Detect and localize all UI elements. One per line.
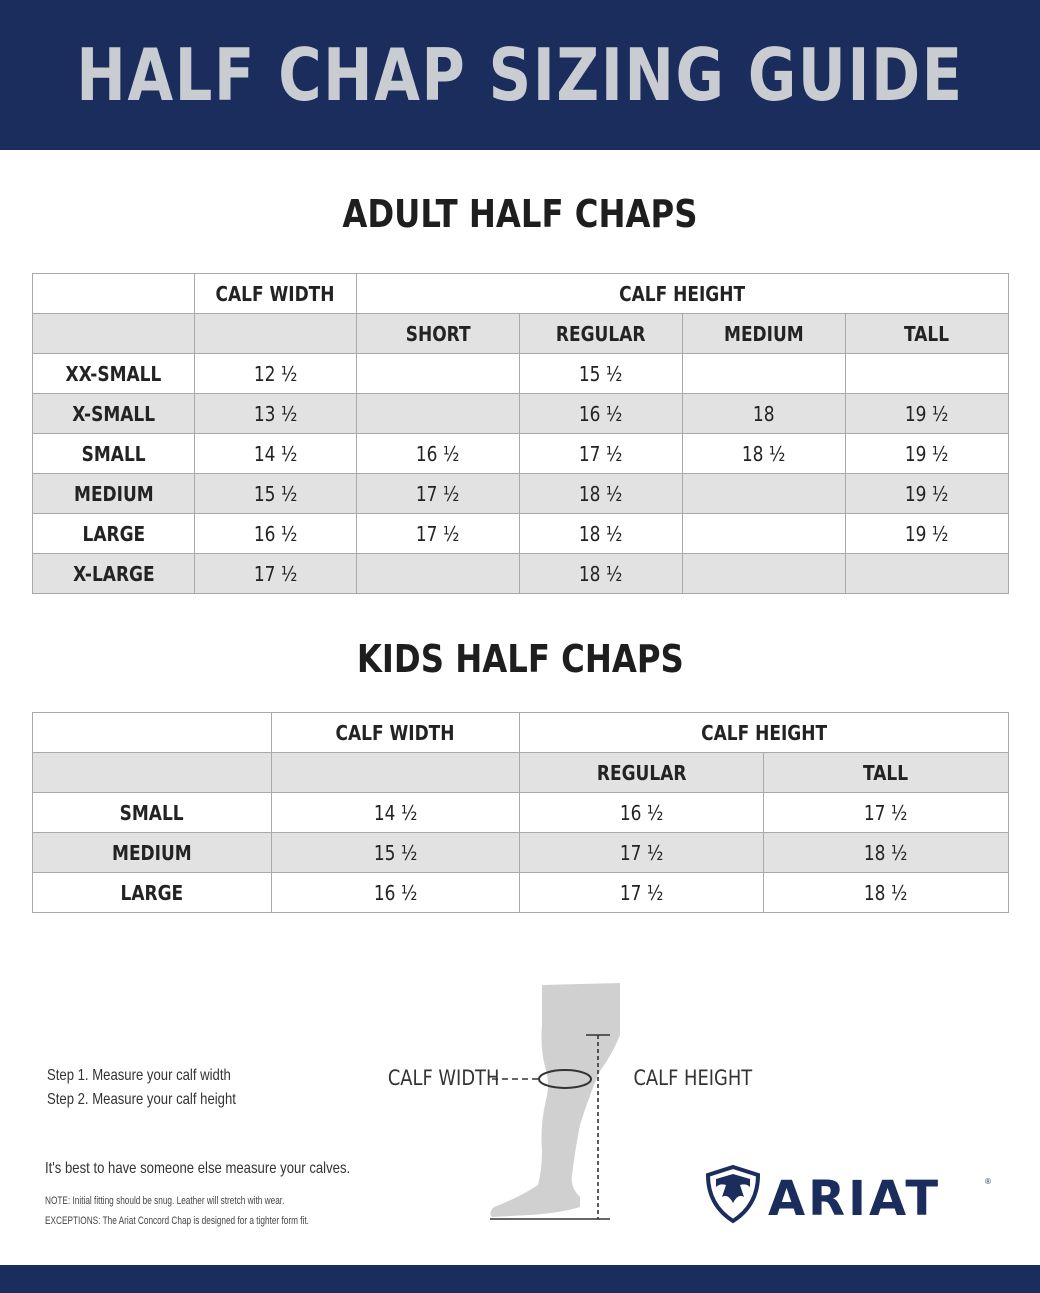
adult-calf-height-header: CALF HEIGHT: [357, 274, 1009, 314]
table-row: [33, 833, 1009, 873]
fine-print: [45, 1191, 397, 1231]
table-row: [33, 394, 1009, 434]
calf-width-value: 16 ½: [272, 873, 520, 913]
regular-value: 15 ½: [520, 354, 683, 394]
diagram-calf-width-label: CALF WIDTH: [387, 1066, 500, 1090]
tall-value: [846, 354, 1009, 394]
table-row: [33, 873, 1009, 913]
kids-calf-width-header: CALF WIDTH: [272, 713, 520, 753]
ariat-brand: [702, 1163, 1002, 1233]
short-value: 17 ½: [357, 514, 520, 554]
kids-subheader-blank: [272, 753, 520, 793]
medium-value: [683, 554, 846, 594]
short-value: 17 ½: [357, 474, 520, 514]
regular-value: 18 ½: [520, 514, 683, 554]
regular-value: 17 ½: [520, 833, 764, 873]
size-label: X-LARGE: [33, 554, 195, 594]
tall-value: [846, 554, 1009, 594]
step-1-text: Step 1. Measure your calf width: [47, 1067, 231, 1084]
adult-size-table: [32, 273, 1009, 594]
exceptions-text: EXCEPTIONS: The Ariat Concord Chap is designed for a tighter form fit.: [45, 1215, 309, 1227]
diagram-calf-height-label: CALF HEIGHT: [633, 1066, 753, 1090]
medium-value: [683, 354, 846, 394]
short-value: [357, 394, 520, 434]
medium-value: [683, 514, 846, 554]
adult-col-medium: MEDIUM: [683, 314, 846, 354]
brand-name: ARIAT: [768, 1171, 942, 1227]
kids-header-row: [33, 713, 1009, 753]
calf-width-value: 14 ½: [272, 793, 520, 833]
calf-width-value: 13 ½: [195, 394, 357, 434]
size-label: LARGE: [33, 873, 272, 913]
step-2-text: Step 2. Measure your calf height: [47, 1091, 236, 1108]
adult-subheader-blank: [33, 314, 195, 354]
regular-value: 16 ½: [520, 793, 764, 833]
calf-width-value: 15 ½: [272, 833, 520, 873]
kids-title-text: KIDS HALF CHAPS: [356, 637, 684, 681]
leg-silhouette-icon: [480, 975, 630, 1235]
size-label: SMALL: [33, 434, 195, 474]
size-label: MEDIUM: [33, 474, 195, 514]
footer-band: [0, 1265, 1040, 1293]
table-row: [33, 793, 1009, 833]
kids-section-title: [0, 637, 1040, 681]
table-row: [33, 354, 1009, 394]
kids-size-table: [32, 712, 1009, 913]
adult-section-title: [0, 192, 1040, 236]
adult-corner-cell: [33, 274, 195, 314]
adult-subheader-blank: [195, 314, 357, 354]
tall-value: 19 ½: [846, 514, 1009, 554]
tall-value: 18 ½: [764, 833, 1009, 873]
adult-subheader-row: [33, 314, 1009, 354]
medium-value: 18 ½: [683, 434, 846, 474]
short-value: 16 ½: [357, 434, 520, 474]
tall-value: 17 ½: [764, 793, 1009, 833]
header-band: [0, 0, 1040, 150]
calf-width-value: 15 ½: [195, 474, 357, 514]
kids-corner-cell: [33, 713, 272, 753]
short-value: [357, 554, 520, 594]
size-label: X-SMALL: [33, 394, 195, 434]
size-label: MEDIUM: [33, 833, 272, 873]
registered-mark: ®: [985, 1177, 991, 1186]
kids-subheader-blank: [33, 753, 272, 793]
short-value: [357, 354, 520, 394]
adult-title-text: ADULT HALF CHAPS: [342, 192, 698, 236]
tall-value: 19 ½: [846, 474, 1009, 514]
adult-col-regular: REGULAR: [520, 314, 683, 354]
kids-col-regular: REGULAR: [520, 753, 764, 793]
regular-value: 18 ½: [520, 474, 683, 514]
size-label: LARGE: [33, 514, 195, 554]
size-label: XX-SMALL: [33, 354, 195, 394]
note-text: NOTE: Initial fitting should be snug. Leather will stretch with wear.: [45, 1195, 285, 1207]
calf-width-value: 17 ½: [195, 554, 357, 594]
tall-value: 19 ½: [846, 434, 1009, 474]
calf-width-value: 16 ½: [195, 514, 357, 554]
kids-subheader-row: [33, 753, 1009, 793]
table-row: [33, 514, 1009, 554]
table-row: [33, 434, 1009, 474]
adult-calf-width-header: CALF WIDTH: [195, 274, 357, 314]
calf-width-value: 12 ½: [195, 354, 357, 394]
page-title: HALF CHAP SIZING GUIDE: [76, 33, 964, 117]
calf-width-value: 14 ½: [195, 434, 357, 474]
table-row: [33, 554, 1009, 594]
medium-value: 18: [683, 394, 846, 434]
size-label: SMALL: [33, 793, 272, 833]
regular-value: 17 ½: [520, 873, 764, 913]
kids-col-tall: TALL: [764, 753, 1009, 793]
ariat-horse-shield-logo-icon: [702, 1163, 764, 1225]
regular-value: 16 ½: [520, 394, 683, 434]
adult-col-tall: TALL: [846, 314, 1009, 354]
measure-advice: It's best to have someone else measure your calves.: [45, 1160, 351, 1177]
medium-value: [683, 474, 846, 514]
regular-value: 18 ½: [520, 554, 683, 594]
tall-value: 18 ½: [764, 873, 1009, 913]
regular-value: 17 ½: [520, 434, 683, 474]
adult-col-short: SHORT: [357, 314, 520, 354]
measure-steps: [47, 1064, 277, 1112]
adult-header-row: [33, 274, 1009, 314]
tall-value: 19 ½: [846, 394, 1009, 434]
table-row: [33, 474, 1009, 514]
kids-calf-height-header: CALF HEIGHT: [520, 713, 1009, 753]
